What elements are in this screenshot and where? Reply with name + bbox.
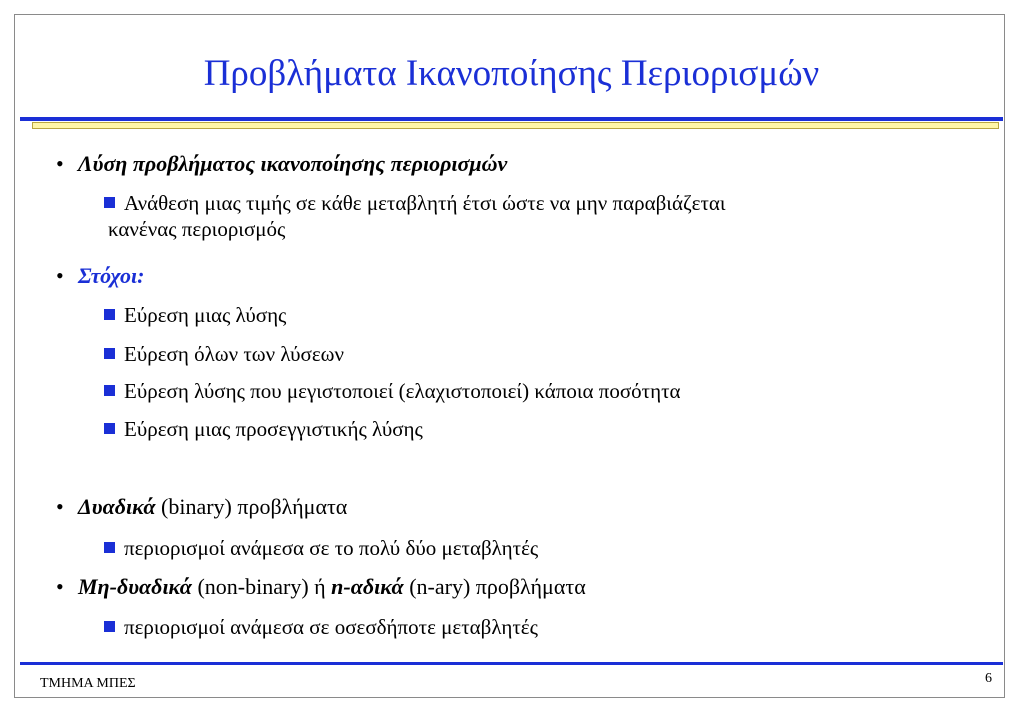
bullet-text: Λύση προβλήματος ικανοποίησης περιορισμών [78,151,508,176]
sub-bullet-text: Εύρεση μιας λύσης [124,303,287,327]
square-bullet-icon [104,423,115,434]
bullet-text-rest: (binary) προβλήματα [155,494,348,519]
bullet-text: Στόχοι: [78,263,145,288]
page-number: 6 [985,671,992,686]
square-bullet-icon [104,309,115,320]
sub-bullet-text: Ανάθεση μιας τιμής σε κάθε μεταβλητή έτσι ώστε να μην παραβιάζεται [124,191,726,215]
bold-term: Δυαδικά [78,494,156,519]
sub-bullet-text: περιορισμοί ανάμεσα σε το πολύ δύο μεταβλητές [124,536,539,560]
bullet-text-rest: (n-ary) προβλήματα [403,574,586,599]
sub-bullet-text: Εύρεση όλων των λύσεων [124,342,344,366]
sub-bullet-text: Εύρεση λύσης που μεγιστοποιεί (ελαχιστοποιεί) κάποια ποσότητα [124,379,681,403]
square-bullet-icon [104,197,115,208]
square-bullet-icon [104,385,115,396]
bullet-text [78,574,586,600]
bold-term-n: n [331,574,344,599]
bullet-dot: • [56,494,64,519]
bullet-dot: • [56,151,64,176]
sub-bullet-text-continued: κανένας περιορισμός [108,217,286,241]
bold-term-suffix: -αδικά [343,574,404,599]
bullet-text-mid: (non-binary) ή [191,574,332,599]
bullet-dot: • [56,263,64,288]
square-bullet-icon [104,621,115,632]
sub-bullet-text: Εύρεση μιας προσεγγιστικής λύσης [124,417,423,441]
bullet-dot: • [56,574,64,599]
footer-rule [20,662,1003,665]
square-bullet-icon [104,348,115,359]
slide-title: Προβλήματα Ικανοποίησης Περιορισμών [203,53,820,94]
bullet-text [78,494,347,520]
bold-term: Μη-δυαδικά [78,574,192,599]
square-bullet-icon [104,542,115,553]
footer-text: ΤΜΗΜΑ ΜΠΕΣ [40,676,136,691]
sub-bullet-text: περιορισμοί ανάμεσα σε οσεσδήποτε μεταβλητές [124,615,538,639]
